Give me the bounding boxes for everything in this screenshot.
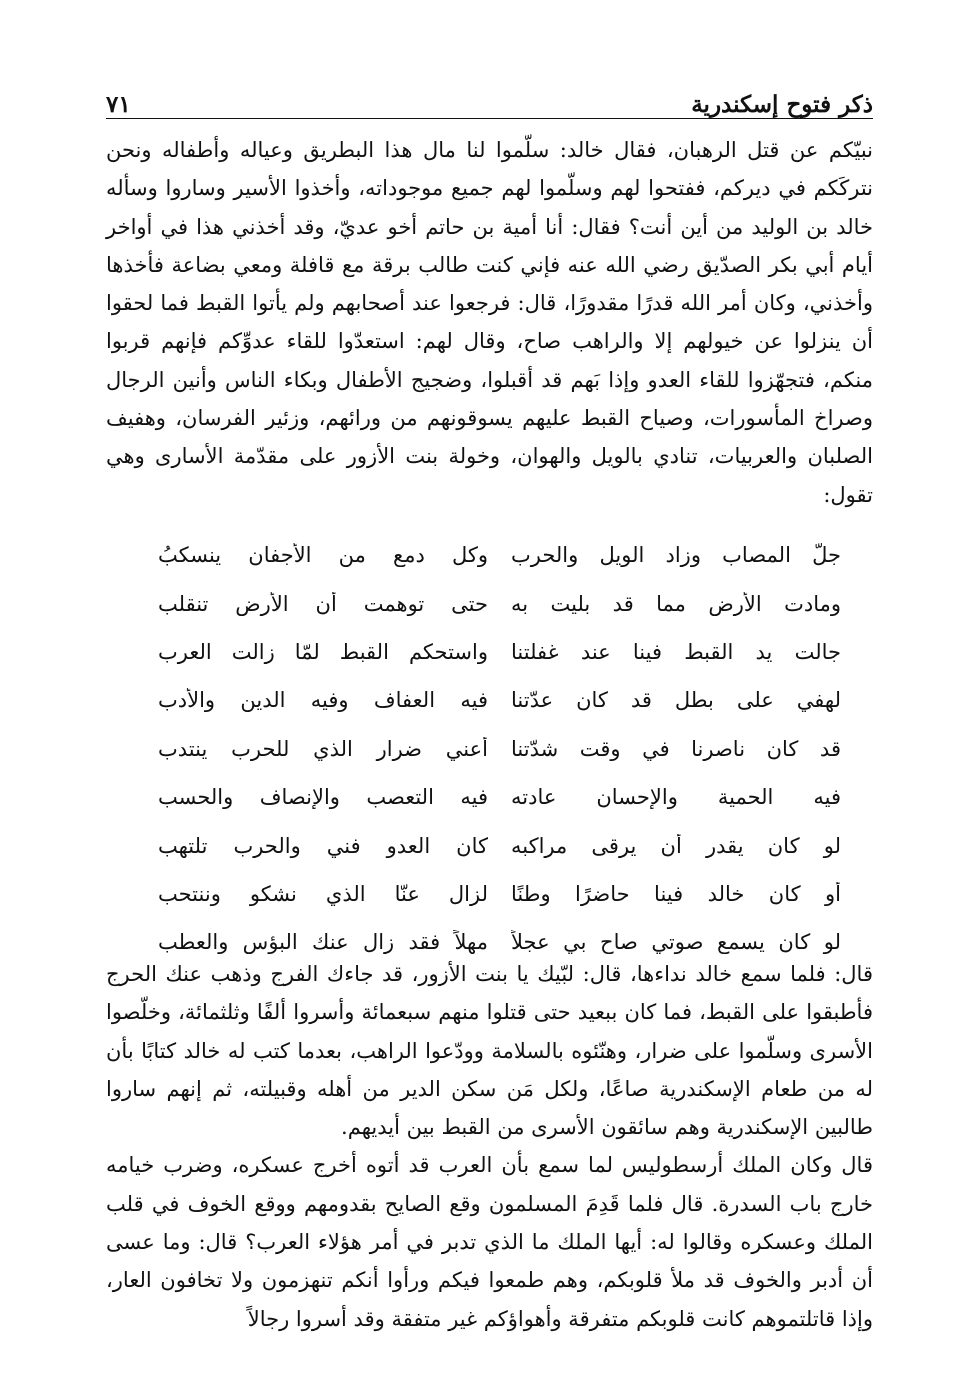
poem-verse	[106, 531, 873, 579]
paragraph: قال وكان الملك أرسطوليس لما سمع بأن العرب قد أتوه أخرج عسكره، وضرب خيامه خارج باب السدرة. قال فلما قَدِمَ المسلمون وقع الصايح بقدومهم ووقع الخوف في قلب الملك وعسكره وقالوا له: أيها الملك ما الذي تدبر في أمر هؤلاء العرب؟ قال: وما عسى أن أدبر والخوف قد ملأ قلوبكم، وهم طمعوا فيكم ورأوا أنكم تنهزمون ولا تخافون العار، وإذا قاتلتموهم كانت قلوبكم متفرقة وأهواؤكم غير متفقة وقد أسروا رجالاً	[106, 1153, 873, 1331]
verse-second-hemistich: واستحكم القبط لمّا زالت العرب	[158, 639, 488, 664]
verse-first-hemistich: جلَّ المصاب وزاد الويل والحرب	[511, 543, 841, 568]
verse-first-hemistich: لو كان يسمع صوتي صاح بي عجلاً	[511, 930, 841, 955]
verse-first-hemistich: جالت يد القبط فينا عند غفلتنا	[511, 639, 841, 664]
poem-verse	[106, 725, 873, 773]
verse-second-hemistich: كان العدو فني والحرب تلتهب	[158, 833, 488, 858]
verse-first-hemistich: لو كان يقدر أن يرقى مراكبه	[511, 833, 841, 858]
paragraph: قال: فلما سمع خالد نداءها، قال: لبّيك يا بنت الأزور، قد جاءك الفرج وذهب عنك الحرج فأطبقوا على القبط، فما كان ببعيد حتى قتلوا منهم سبعمائة وأسروا ألفًا وثلثمائة، وخلّصوا الأسرى وسلّموا على ضرار، وهنّئوه بالسلامة وودّعوا الراهب، بعدما كتب له خالد كتابًا بأن له من طعام الإسكندرية صاعًا، ولكل مَن سكن الدير من أهله وقبيلته، ثم إنهم ساروا طالبين الإسكندرية وهم سائقون الأسرى من القبط بين أيديهم.	[106, 962, 873, 1140]
poem-verse	[106, 821, 873, 869]
verse-second-hemistich: وكل دمع من الأجفان ينسكبُ	[158, 543, 488, 568]
poem-verse	[106, 628, 873, 676]
verse-first-hemistich: فيه الحمية والإحسان عادته	[511, 785, 841, 810]
running-title: ذكر فتوح إسكندرية	[691, 91, 873, 118]
verse-first-hemistich: ومادت الأرض مما قد بليت به	[511, 591, 841, 616]
paragraph-block-1	[106, 131, 873, 514]
header-divider	[106, 118, 873, 119]
paragraph-block-2	[106, 955, 873, 1338]
verse-second-hemistich: أعني ضرار الذي للحرب ينتدب	[158, 736, 488, 761]
verse-second-hemistich: لزال عنّا الذي نشكو وننتحب	[158, 881, 488, 906]
paragraph: نبيّكم عن قتل الرهبان، فقال خالد: سلّموا لنا مال هذا البطريق وعياله وأطفاله ونحن نتركَكم في ديركم، ففتحوا لهم وسلّموا لهم جميع موجوداته، وأخذوا الأسير وساروا وسأله خالد بن الوليد من أين أنت؟ فقال: أنا أمية بن حاتم أخو عديّ، وقد أخذني هذا في أواخر أيام أبي بكر الصدّيق رضي الله عنه فإني كنت طالب برقة مع قافلة ومعي بضاعة فأخذها وأخذني، وكان أمر الله قدرًا مقدورًا، قال: فرجعوا عند أصحابهم ولم يأتوا القبط فما لحقوا أن ينزلوا عن خيولهم إلا والراهب صاح، وقال لهم: استعدّوا للقاء عدوِّكم فإنهم قربوا منكم، فتجهّزوا للقاء العدو وإذا بَهم قد أقبلوا، وضجيج الأطفال وبكاء الناس وأنين الرجال وصراخ المأسورات، وصياح القبط عليهم يسوقونهم من ورائهم، وزئير الفرسان، وهفيف الصلبان والعربيات، تنادي بالويل والهوان، وخولة بنت الأزور على مقدّمة الأسارى وهي تقول:	[106, 138, 873, 507]
poem-verse	[106, 870, 873, 918]
poem-verse	[106, 773, 873, 821]
verse-first-hemistich: لهفي على بطل قد كان عدّتنا	[511, 688, 841, 713]
verse-second-hemistich: فيه التعصب والإنصاف والحسب	[158, 785, 488, 810]
poem-verse	[106, 676, 873, 724]
verse-first-hemistich: أو كان خالد فينا حاضرًا وطنًا	[511, 881, 841, 906]
verse-second-hemistich: فيه العفاف وفيه الدين والأدب	[158, 688, 488, 713]
page-number: ٧١	[106, 91, 131, 118]
page-header	[106, 82, 873, 118]
verse-second-hemistich: حتى توهمت أن الأرض تنقلب	[158, 591, 488, 616]
poem	[106, 531, 873, 967]
verse-first-hemistich: قد كان ناصرنا في وقت شدّتنا	[511, 736, 841, 761]
verse-second-hemistich: مهلاً فقد زال عنك البؤس والعطب	[158, 930, 488, 955]
poem-verse	[106, 579, 873, 627]
